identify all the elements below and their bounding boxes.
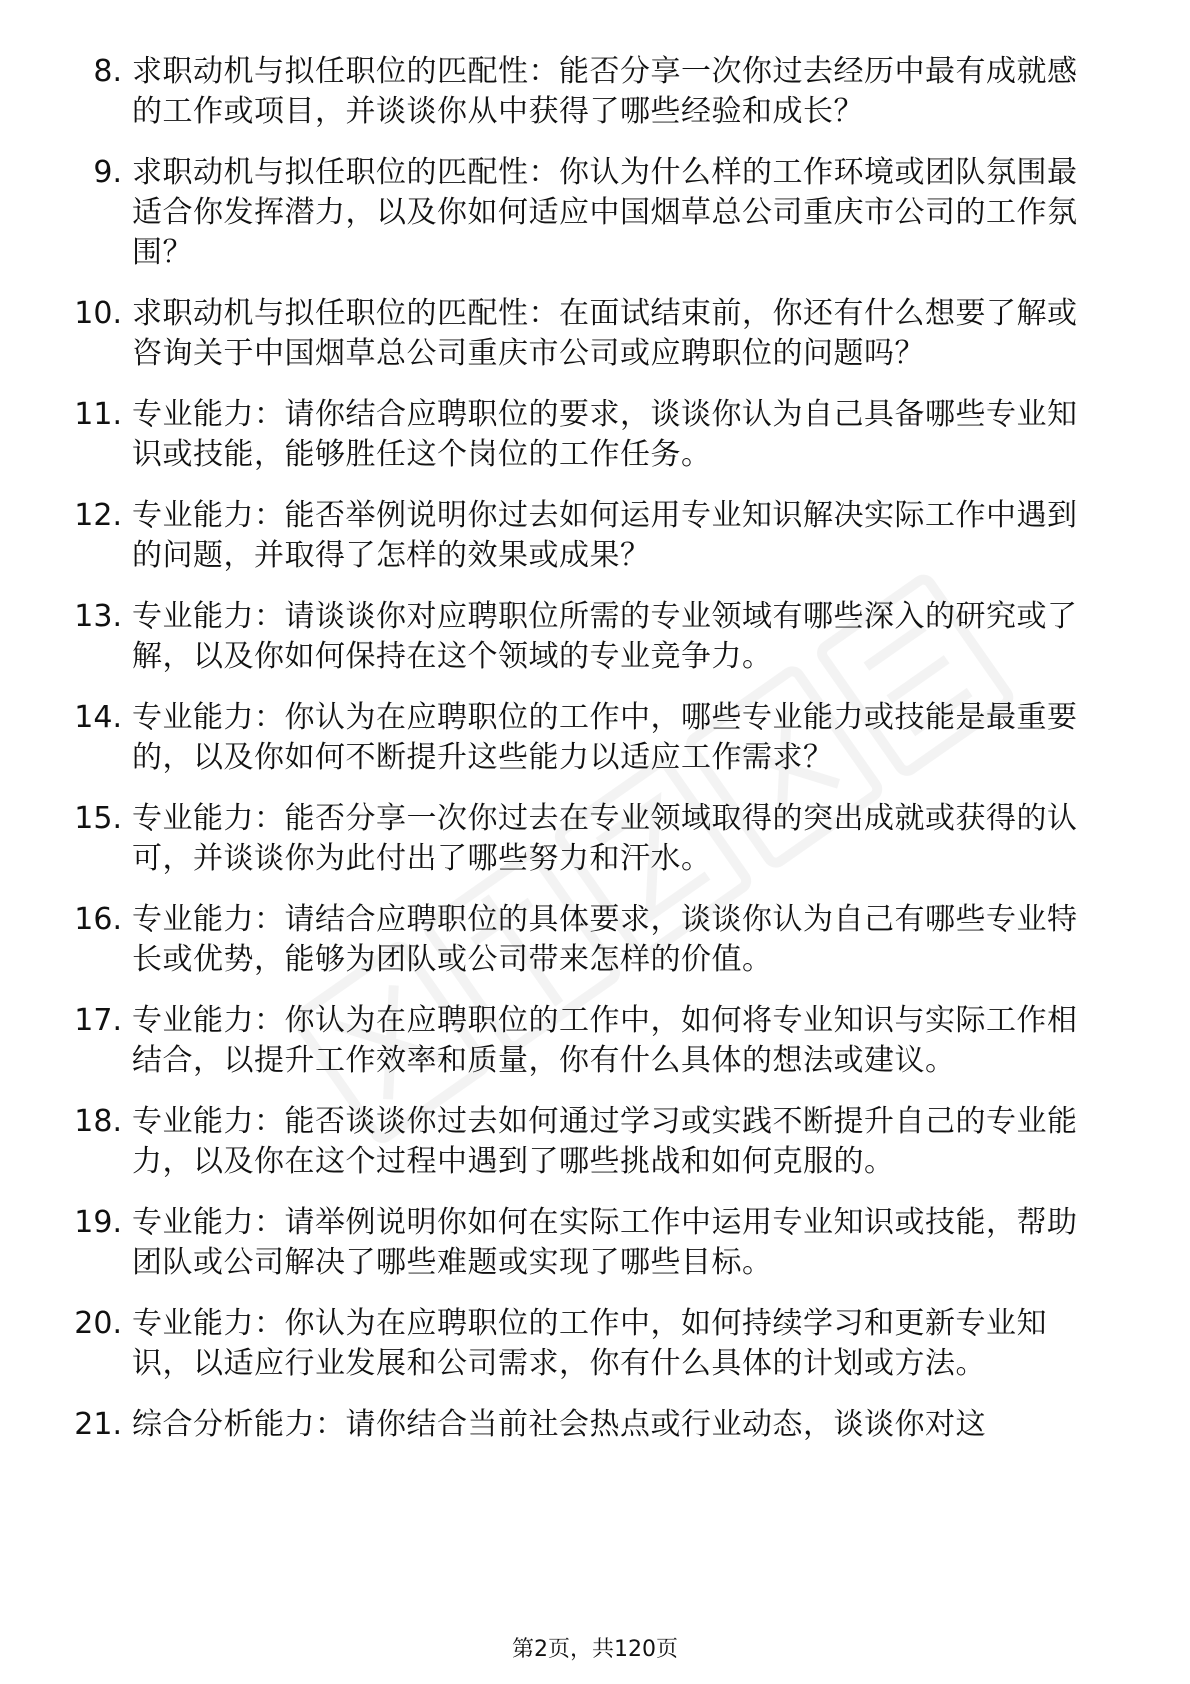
- question-number: 10.: [74, 296, 122, 331]
- question-text: 专业能力：请举例说明你如何在实际工作中运用专业知识或技能，帮助团队或公司解决了哪些难题或实现了哪些目标。: [132, 1205, 1078, 1280]
- list-item: [60, 799, 1130, 879]
- list-item: [60, 597, 1130, 677]
- question-text: 专业能力：你认为在应聘职位的工作中，如何将专业知识与实际工作相结合，以提升工作效率和质量，你有什么具体的想法或建议。: [132, 1003, 1078, 1078]
- question-text: 专业能力：能否分享一次你过去在专业领域取得的突出成就或获得的认可，并谈谈你为此付出了哪些努力和汗水。: [132, 801, 1078, 876]
- question-text: 求职动机与拟任职位的匹配性：在面试结束前，你还有什么想要了解或咨询关于中国烟草总公司重庆市公司或应聘职位的问题吗？: [132, 296, 1078, 371]
- question-number: 14.: [74, 700, 122, 735]
- question-text: 专业能力：你认为在应聘职位的工作中，如何持续学习和更新专业知识，以适应行业发展和公司需求，你有什么具体的计划或方法。: [132, 1306, 1047, 1381]
- question-text: 综合分析能力：请你结合当前社会热点或行业动态，谈谈你对这: [132, 1407, 986, 1442]
- question-number: 16.: [74, 902, 122, 937]
- question-text: 专业能力：能否举例说明你过去如何运用专业知识解决实际工作中遇到的问题，并取得了怎样的效果或成果？: [132, 498, 1078, 573]
- list-item: [60, 1001, 1130, 1081]
- question-number: 11.: [74, 397, 122, 432]
- question-number: 19.: [74, 1205, 122, 1240]
- question-number: 21.: [74, 1407, 122, 1442]
- question-text: 专业能力：请你结合应聘职位的要求，谈谈你认为自己具备哪些专业知识或技能，能够胜任这个岗位的工作任务。: [132, 397, 1078, 472]
- question-text: 专业能力：你认为在应聘职位的工作中，哪些专业能力或技能是最重要的，以及你如何不断提升这些能力以适应工作需求？: [132, 700, 1078, 775]
- question-number: 12.: [74, 498, 122, 533]
- page-footer: 第2页，共120页: [512, 1637, 678, 1662]
- list-item: [60, 1102, 1130, 1182]
- question-number: 9.: [93, 155, 122, 190]
- question-list: [60, 52, 1130, 1466]
- question-number: 8.: [93, 54, 122, 89]
- question-text: 专业能力：请谈谈你对应聘职位所需的专业领域有哪些深入的研究或了解，以及你如何保持在这个领域的专业竞争力。: [132, 599, 1078, 674]
- list-item: [60, 395, 1130, 475]
- question-text: 专业能力：请结合应聘职位的具体要求，谈谈你认为自己有哪些专业特长或优势，能够为团队或公司带来怎样的价值。: [132, 902, 1078, 977]
- question-number: 20.: [74, 1306, 122, 1341]
- list-item: [60, 153, 1130, 273]
- question-number: 17.: [74, 1003, 122, 1038]
- list-item: [60, 496, 1130, 576]
- list-item: [60, 1304, 1130, 1384]
- list-item: [60, 698, 1130, 778]
- question-number: 15.: [74, 801, 122, 836]
- question-number: 13.: [74, 599, 122, 634]
- list-item: [60, 900, 1130, 980]
- list-item: [60, 294, 1130, 374]
- question-text: 求职动机与拟任职位的匹配性：你认为什么样的工作环境或团队氛围最适合你发挥潜力，以及你如何适应中国烟草总公司重庆市公司的工作氛围？: [132, 155, 1078, 270]
- list-item: [60, 1405, 1130, 1445]
- question-text: 求职动机与拟任职位的匹配性：能否分享一次你过去经历中最有成就感的工作或项目，并谈谈你从中获得了哪些经验和成长？: [132, 54, 1078, 129]
- list-item: [60, 52, 1130, 132]
- question-number: 18.: [74, 1104, 122, 1139]
- list-item: [60, 1203, 1130, 1283]
- question-text: 专业能力：能否谈谈你过去如何通过学习或实践不断提升自己的专业能力，以及你在这个过程中遇到了哪些挑战和如何克服的。: [132, 1104, 1078, 1179]
